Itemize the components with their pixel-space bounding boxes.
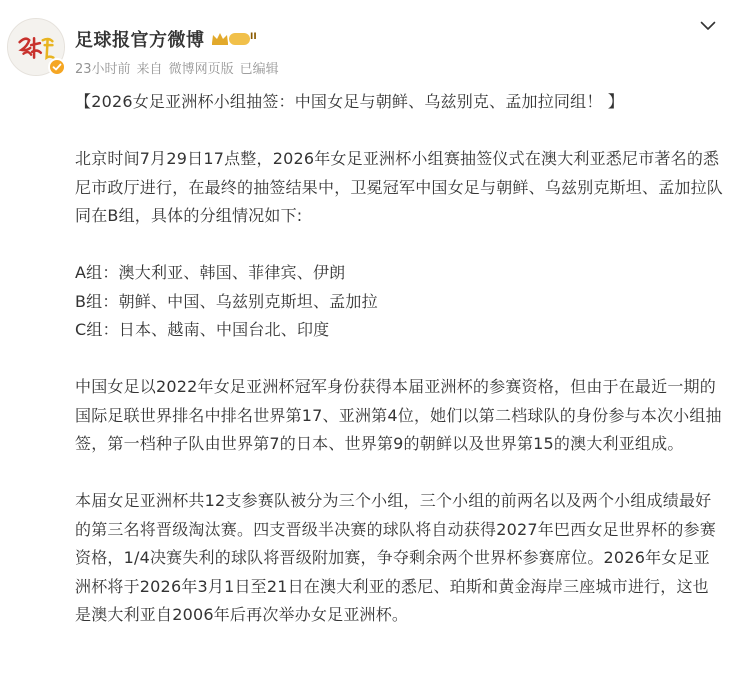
author-name[interactable]: 足球报官方微博	[75, 30, 205, 51]
source-prefix: 来自	[136, 62, 163, 77]
post-body	[75, 88, 723, 630]
post-title: 【2026女足亚洲杯小组抽签：中国女足与朝鲜、乌兹别克、孟加拉同组！ 】	[75, 92, 625, 111]
post-meta	[75, 58, 279, 77]
crown-vip-badge-icon[interactable]	[211, 31, 251, 47]
group-c: C组：日本、越南、中国台北、印度	[75, 320, 330, 339]
spacer	[75, 231, 723, 260]
badge-level-text: II	[250, 32, 257, 42]
edited-label[interactable]: 已编辑	[239, 62, 279, 77]
paragraph-format: 本届女足亚洲杯共12支参赛队被分为三个小组，三个小组的前两名以及两个小组成绩最好的第三名将晋级淘汰赛。四支晋级半决赛的球队将自动获得2027年巴西女足世界杯的参赛资格，1/4决赛失利的球队将晋级附加赛，争夺剩余两个世界杯参赛席位。2026年女足亚洲杯将于2026年3月1日至21日在澳大利亚的悉尼、珀斯和黄金海岸三座城市进行，这也是澳大利亚自2006年后再次举办女足亚洲杯。	[75, 491, 716, 624]
more-button[interactable]	[698, 16, 718, 36]
spacer	[75, 345, 723, 374]
paragraph-intro: 北京时间7月29日17点整，2026年女足亚洲杯小组赛抽签仪式在澳大利亚悉尼市著名的悉尼市政厅进行，在最终的抽签结果中，卫冕冠军中国女足与朝鲜、乌兹别克斯坦、孟加拉队同在B组，具体的分组情况如下:	[75, 149, 724, 225]
group-b: B组：朝鲜、中国、乌兹别克斯坦、孟加拉	[75, 291, 378, 311]
spacer	[75, 117, 723, 146]
author-row	[75, 26, 257, 52]
post-time[interactable]: 23小时前	[75, 62, 131, 77]
chevron-down-icon	[700, 21, 716, 31]
spacer	[75, 459, 723, 488]
paragraph-qualification: 中国女足以2022年女足亚洲杯冠军身份获得本届亚洲杯的参赛资格，但由于在最近一期的国际足联世界排名中排名世界第17、亚洲第4位，她们以第二档球队的身份参与本次小组抽签，第一档种子队由世界第7的日本、世界第9的朝鲜以及世界第15的澳大利亚组成。	[75, 377, 722, 453]
group-a: A组：澳大利亚、韩国、菲律宾、伊朗	[75, 263, 346, 282]
source-link[interactable]: 微博网页版	[168, 62, 234, 77]
verified-check-icon	[48, 58, 66, 76]
